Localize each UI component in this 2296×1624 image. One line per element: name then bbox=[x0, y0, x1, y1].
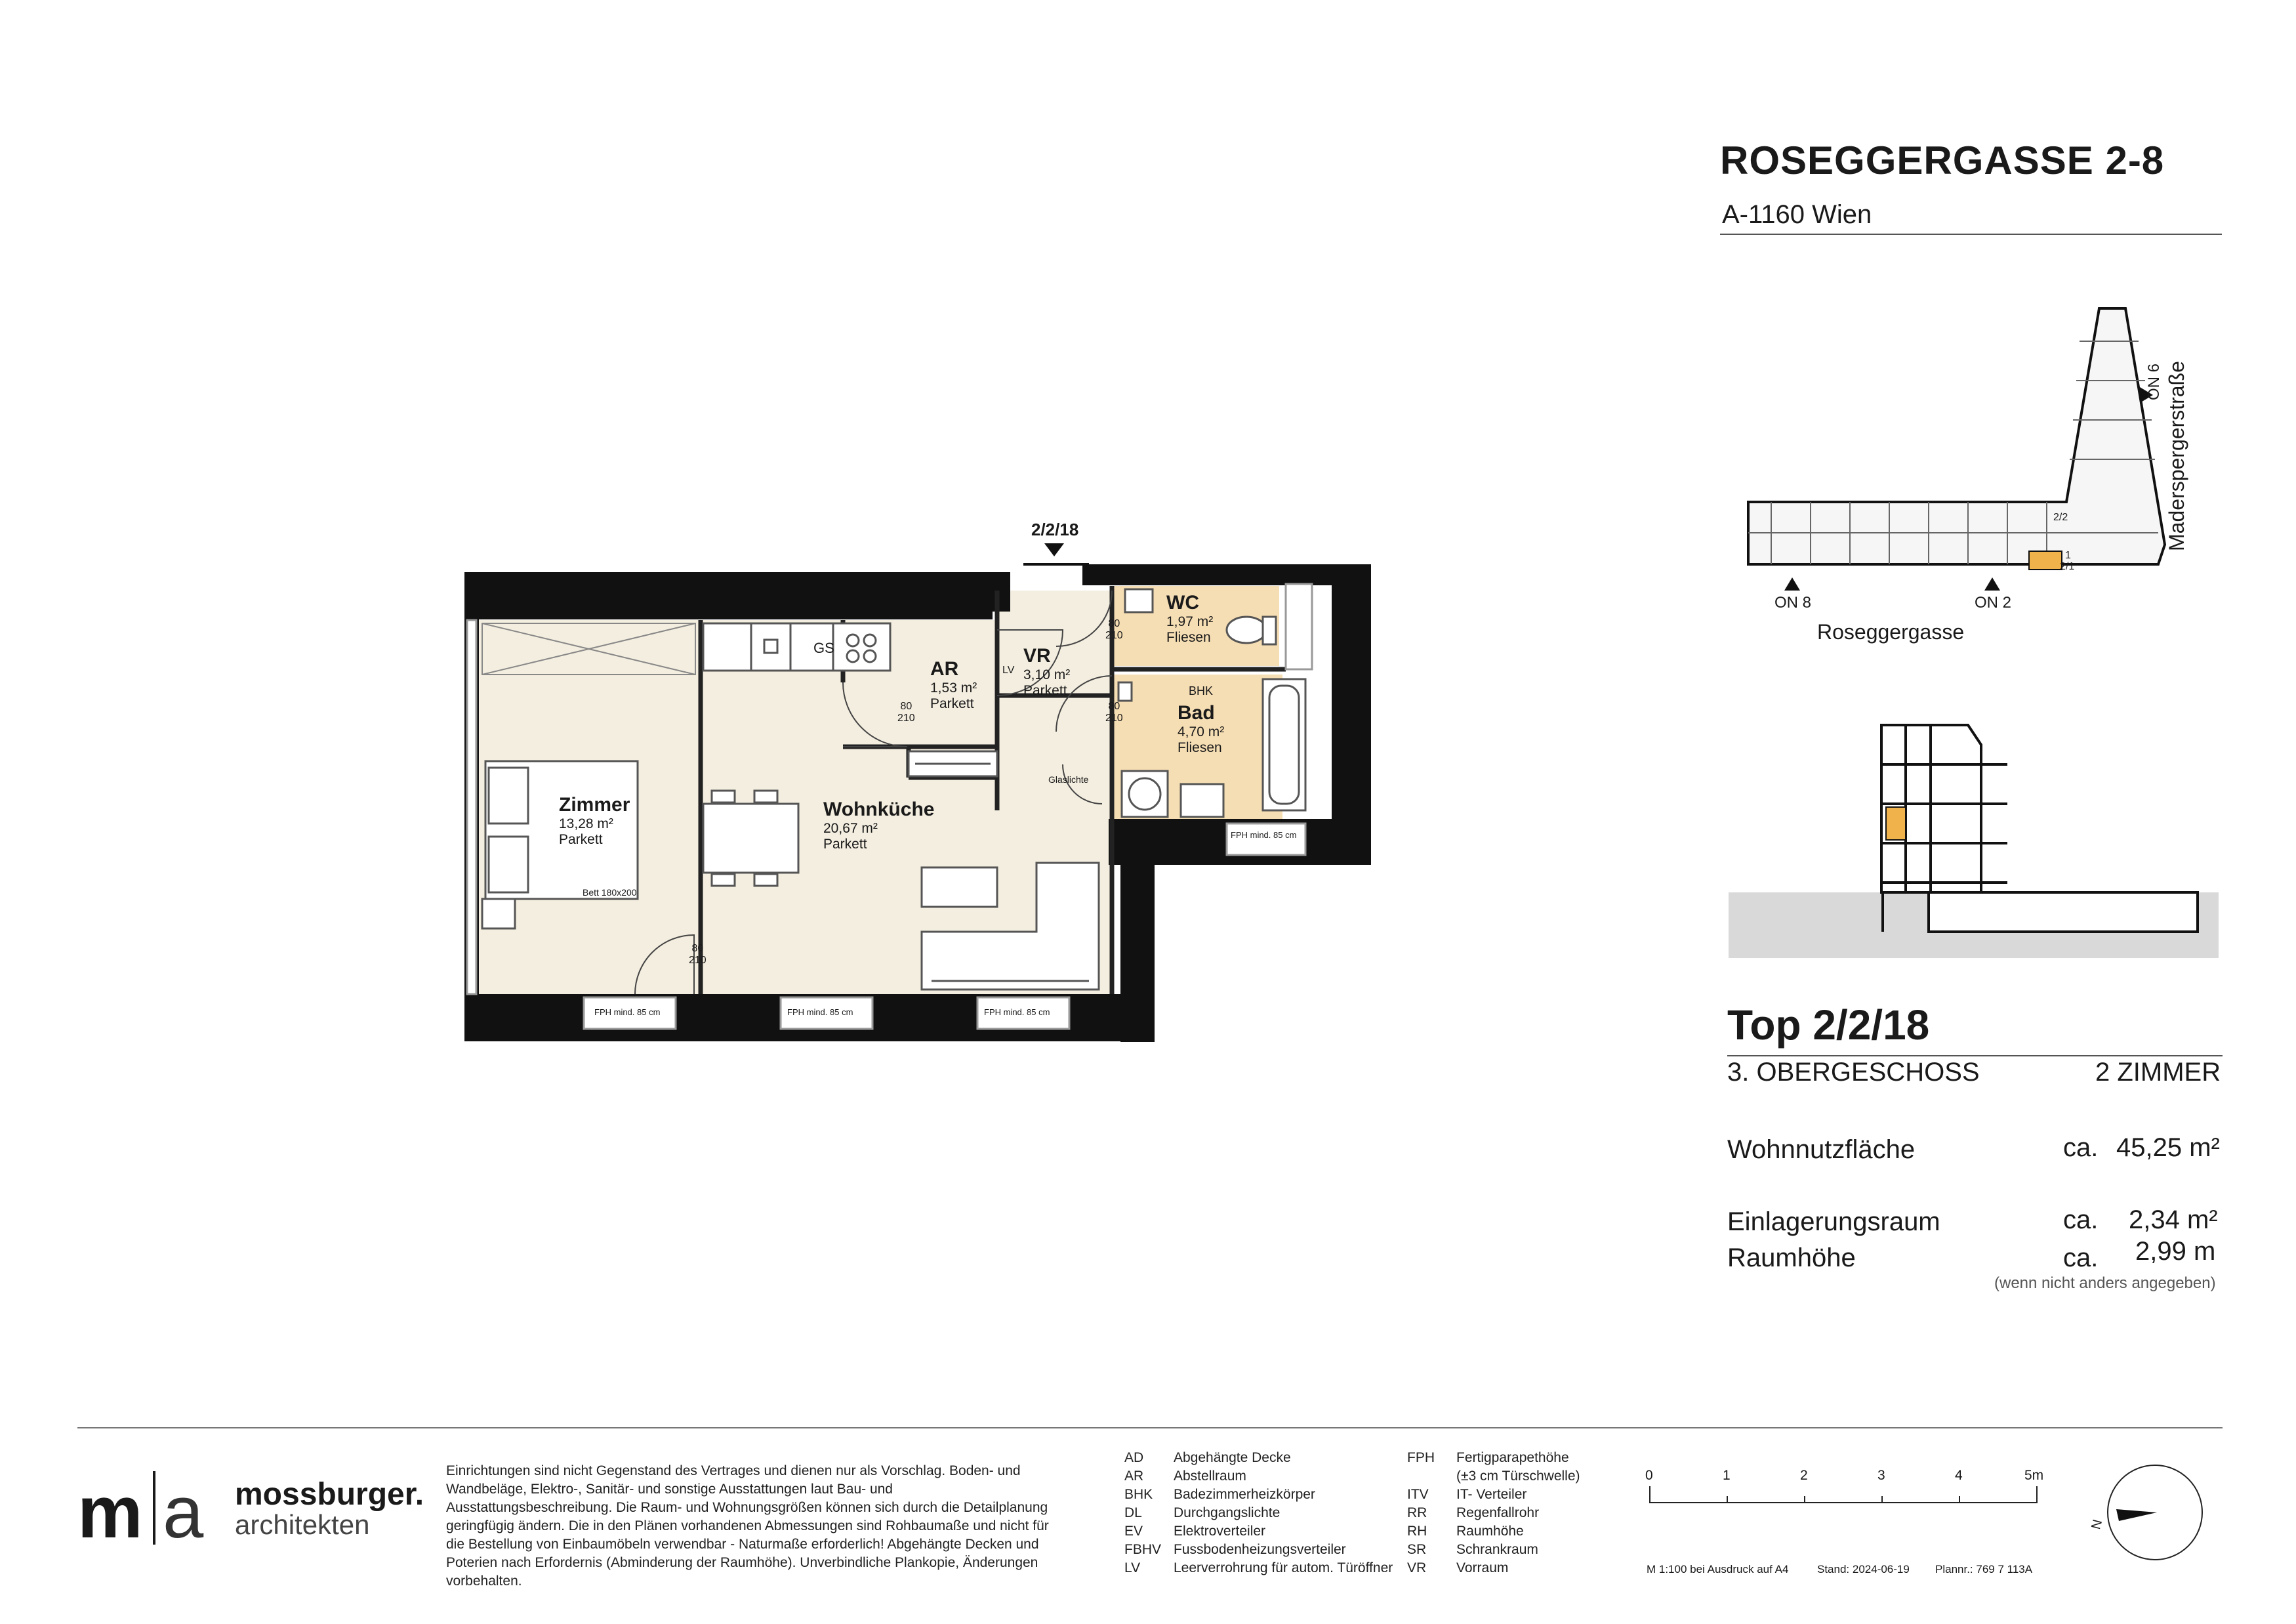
room-floor: Parkett bbox=[559, 832, 603, 847]
lv-label: LV bbox=[1002, 665, 1015, 676]
room-area: 3,10 m² bbox=[1023, 667, 1071, 682]
site-unit-label: 1 bbox=[2065, 550, 2071, 561]
legend-text: Vorraum bbox=[1456, 1560, 1509, 1575]
legend-text: Leerverrohrung für autom. Türöffner bbox=[1174, 1560, 1393, 1575]
legend-row bbox=[1407, 1541, 1580, 1559]
section-drawing bbox=[1729, 725, 2219, 958]
room-area: 20,67 m² bbox=[823, 821, 878, 836]
legend-text: IT- Verteiler bbox=[1456, 1487, 1527, 1502]
project-address: A-1160 Wien bbox=[1722, 200, 1872, 229]
legend-abbr bbox=[1407, 1467, 1456, 1486]
legend-row bbox=[1124, 1541, 1393, 1559]
logo-a: a bbox=[163, 1471, 204, 1553]
area-ca: ca. bbox=[2063, 1133, 2099, 1162]
room-label-bad bbox=[1178, 702, 1224, 756]
rooms-count: 2 ZIMMER bbox=[2095, 1058, 2221, 1087]
legend-row bbox=[1124, 1449, 1393, 1467]
logo-m: m bbox=[77, 1471, 143, 1553]
room-area: 4,70 m² bbox=[1178, 724, 1225, 739]
north-arrow bbox=[2108, 1465, 2202, 1560]
legend-text: Durchgangslichte bbox=[1174, 1505, 1281, 1520]
room-name: AR bbox=[930, 658, 959, 680]
legend-abbr: FPH bbox=[1407, 1450, 1435, 1465]
legend-abbr: VR bbox=[1407, 1560, 1427, 1575]
disclaimer: Einrichtungen sind nicht Gegenstand des Vertrages und dienen nur als Vorschlag. Boden- und Wandbeläge, Elektro-, Sanitär- und sonstige Ausstattungen laut Bau- und Ausstattungsbeschreibung. Die Raum- und Wohnungsgrößen können sich durch die Detailplanung geringfügig ändern. Die in den Plänen vorhandenen Abmessungen sind Rohbaumaße und nicht für die Bestellung von Einbaumöbeln verwendbar - Naturmaße erforderlich! Abgehängte Decken und Poterien nach Erfordernis (Abminderung der Raumhöhe). Unverbindliche Plankopie, Änderungen vorbehalten. bbox=[446, 1463, 1049, 1589]
site-marker: ON 8 bbox=[1774, 594, 1812, 612]
scale-note: M 1:100 bei Ausdruck auf A4 bbox=[1647, 1563, 1789, 1575]
legend-row bbox=[1124, 1467, 1393, 1486]
legend-abbr: DL bbox=[1124, 1505, 1142, 1520]
room-area: 13,28 m² bbox=[559, 816, 613, 831]
site-street-right: Maderspergerstraße bbox=[2165, 361, 2188, 551]
area-value: 2,34 m² bbox=[2129, 1205, 2218, 1234]
legend-abbr: RR bbox=[1407, 1505, 1427, 1520]
top-rule bbox=[1727, 1055, 2223, 1056]
bhk-label: BHK bbox=[1189, 684, 1214, 697]
entrance-marker bbox=[1044, 543, 1064, 556]
legend-left bbox=[1124, 1449, 1393, 1577]
area-ca: ca. bbox=[2063, 1205, 2099, 1234]
legend-row bbox=[1124, 1559, 1393, 1577]
plan-number: Plannr.: 769 7 113A bbox=[1935, 1563, 2033, 1575]
legend-text: Badezimmerheizkörper bbox=[1174, 1487, 1315, 1502]
unit-marker: 2/2/18 bbox=[1031, 520, 1079, 539]
legend-row bbox=[1124, 1486, 1393, 1504]
legend-row bbox=[1407, 1486, 1580, 1504]
door-dim: 80 210 bbox=[897, 701, 915, 724]
legend-abbr: RH bbox=[1407, 1524, 1427, 1539]
room-label-wc bbox=[1166, 592, 1213, 646]
room-label-wohnkueche bbox=[823, 799, 934, 852]
legend-text: Raumhöhe bbox=[1456, 1524, 1524, 1539]
door-dim: 80 210 bbox=[689, 943, 707, 966]
room-label-zimmer bbox=[559, 794, 630, 848]
legend-text: Regenfallrohr bbox=[1456, 1505, 1540, 1520]
legend-abbr: FBHV bbox=[1124, 1542, 1162, 1557]
door-dim: 80 210 bbox=[1105, 701, 1123, 724]
dining-table bbox=[703, 791, 798, 886]
legend-text: Elektroverteiler bbox=[1174, 1524, 1266, 1539]
room-label-ar bbox=[930, 658, 977, 712]
room-name: VR bbox=[1023, 645, 1051, 667]
area-label: Raumhöhe bbox=[1727, 1243, 1856, 1272]
legend-text: Abstellraum bbox=[1174, 1468, 1246, 1484]
door-dim: 80 210 bbox=[1105, 618, 1123, 641]
area-value: 45,25 m² bbox=[2116, 1133, 2220, 1162]
wardrobe bbox=[909, 751, 997, 776]
legend-abbr: SR bbox=[1407, 1542, 1427, 1557]
section-highlight bbox=[1886, 807, 1906, 840]
legend-row bbox=[1407, 1504, 1580, 1522]
legend-row bbox=[1124, 1522, 1393, 1541]
company-sub: architekten bbox=[235, 1509, 370, 1540]
site-marker: ON 6 bbox=[2145, 363, 2163, 400]
glass-label: Glaslichte bbox=[1048, 774, 1089, 785]
plan-date: Stand: 2024-06-19 bbox=[1817, 1563, 1910, 1575]
legend-row bbox=[1407, 1467, 1580, 1486]
fph-label: FPH mind. 85 cm bbox=[984, 1007, 1050, 1017]
legend-text: Fussbodenheizungsverteiler bbox=[1174, 1542, 1346, 1557]
legend-abbr: AR bbox=[1124, 1468, 1144, 1484]
legend-abbr: AD bbox=[1124, 1450, 1144, 1465]
room-name: Zimmer bbox=[559, 794, 630, 816]
legend-row bbox=[1124, 1504, 1393, 1522]
site-plan bbox=[1748, 308, 2165, 591]
footer-rule bbox=[77, 1427, 2223, 1428]
legend-abbr: EV bbox=[1124, 1524, 1143, 1539]
areas-note: (wenn nicht anders angegeben) bbox=[1994, 1274, 2216, 1292]
legend-abbr: ITV bbox=[1407, 1487, 1429, 1502]
site-marker: ON 2 bbox=[1975, 594, 2012, 612]
fph-label: FPH mind. 85 cm bbox=[1231, 830, 1297, 840]
site-unit-label: 2/1 bbox=[2060, 561, 2075, 572]
logo-divider bbox=[153, 1471, 155, 1545]
fph-label: FPH mind. 85 cm bbox=[787, 1007, 853, 1017]
legend-text: (±3 cm Türschwelle) bbox=[1456, 1468, 1580, 1484]
area-label: Wohnnutzfläche bbox=[1727, 1135, 1916, 1164]
scale-bar-lines bbox=[1650, 1486, 2037, 1503]
room-name: Bad bbox=[1178, 702, 1215, 724]
room-name: WC bbox=[1166, 592, 1199, 614]
room-name: Wohnküche bbox=[823, 799, 935, 820]
room-floor: Fliesen bbox=[1178, 740, 1222, 755]
top-title: Top 2/2/18 bbox=[1727, 1001, 1930, 1049]
site-unit-label: 2/2 bbox=[2053, 512, 2068, 523]
site-street-left: Roseggergasse bbox=[1817, 620, 1965, 644]
room-floor: Parkett bbox=[823, 837, 867, 852]
room-floor: Fliesen bbox=[1166, 630, 1211, 645]
site-highlight bbox=[2029, 551, 2062, 570]
kitchen-counter bbox=[703, 623, 890, 671]
legend-row bbox=[1407, 1559, 1580, 1577]
area-ca: ca. bbox=[2063, 1243, 2099, 1272]
north-label: N bbox=[2089, 1518, 2106, 1531]
company-name: mossburger. bbox=[235, 1477, 424, 1512]
gs-label: GS bbox=[813, 640, 834, 656]
legend-text: Abgehängte Decke bbox=[1174, 1450, 1291, 1465]
floor-label: 3. OBERGESCHOSS bbox=[1727, 1058, 1980, 1087]
room-floor: Parkett bbox=[1023, 683, 1067, 698]
legend-text: Schrankraum bbox=[1456, 1542, 1538, 1557]
room-floor: Parkett bbox=[930, 696, 974, 711]
area-label: Einlagerungsraum bbox=[1727, 1207, 1940, 1236]
project-title: ROSEGGERGASSE 2-8 bbox=[1720, 138, 2165, 182]
area-value: 2,99 m bbox=[2135, 1237, 2216, 1266]
legend-right bbox=[1407, 1449, 1580, 1577]
legend-row bbox=[1407, 1449, 1580, 1467]
room-area: 1,53 m² bbox=[930, 680, 977, 696]
fph-label: FPH mind. 85 cm bbox=[594, 1007, 661, 1017]
bed-label: Bett 180x200 bbox=[583, 887, 637, 898]
legend-row bbox=[1407, 1522, 1580, 1541]
room-area: 1,97 m² bbox=[1166, 614, 1214, 629]
room-label-vr bbox=[1023, 645, 1070, 699]
legend-abbr: BHK bbox=[1124, 1487, 1153, 1502]
legend-abbr: LV bbox=[1124, 1560, 1141, 1575]
legend-text: Fertigparapethöhe bbox=[1456, 1450, 1569, 1465]
